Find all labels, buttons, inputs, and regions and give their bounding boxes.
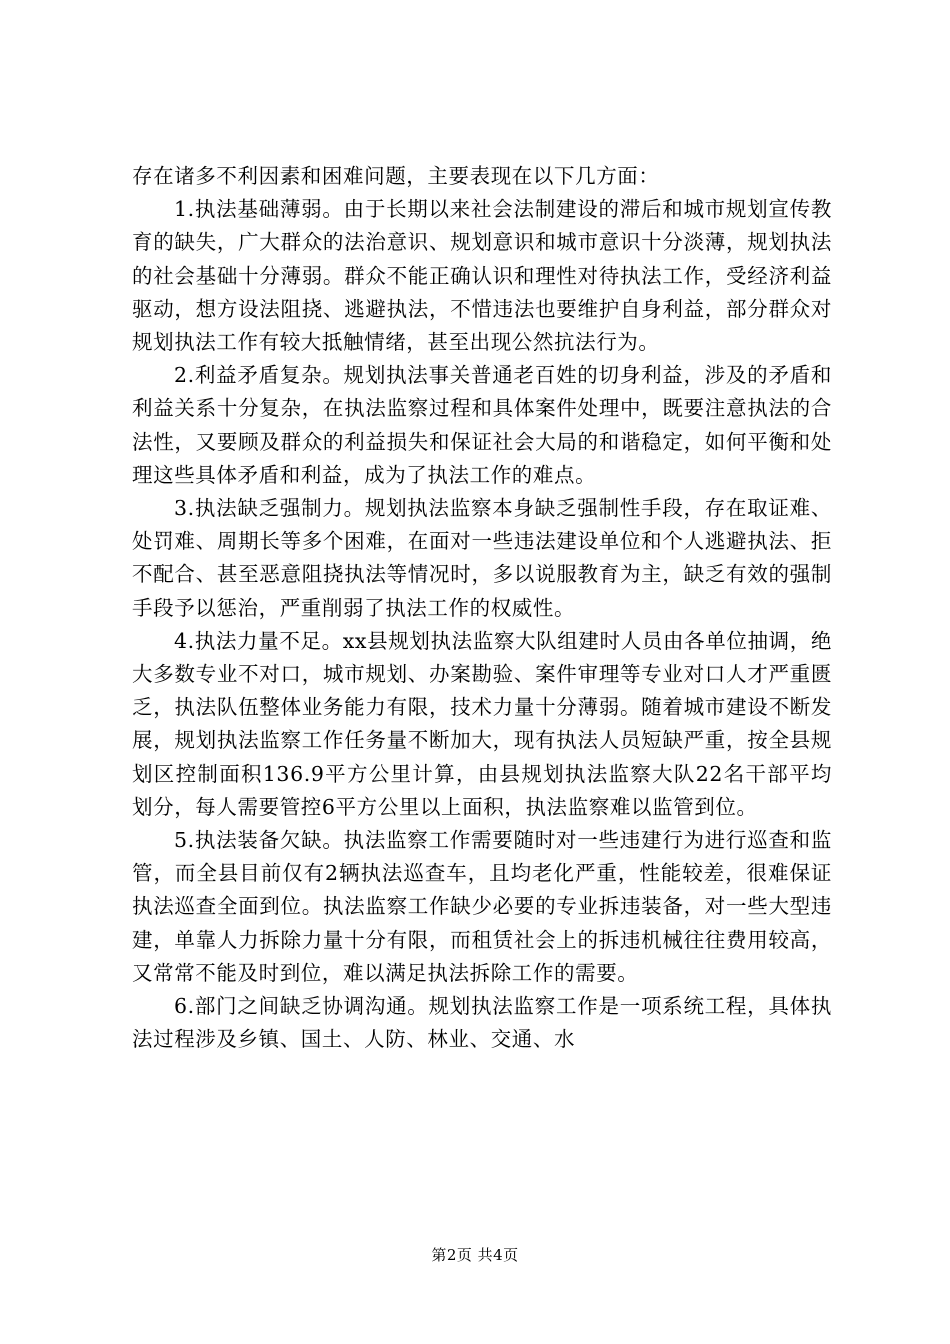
paragraph-intro: 存在诸多不利因素和困难问题，主要表现在以下几方面： <box>132 164 660 188</box>
paragraph-item-1: 1.执法基础薄弱。由于长期以来社会法制建设的滞后和城市规划宣传教育的缺失，广大群众的法治意识、规划意识和城市意识十分淡薄，规划执法的社会基础十分薄弱。群众不能正确认识和理性对待执法工作，受经济利益驱动，想方设法阻挠、逃避执法，不惜违法也要维护自身利益，部分群众对规划执法工作有较大抵触情绪，甚至出现公然抗法行为。 <box>132 197 832 355</box>
paragraph-item-6: 6.部门之间缺乏协调沟通。规划执法监察工作是一项系统工程，具体执法过程涉及乡镇、国土、人防、林业、交通、水 <box>132 994 832 1052</box>
page-number-footer: 第2页 共4页 <box>431 1246 519 1264</box>
paragraph-item-3: 3.执法缺乏强制力。规划执法监察本身缺乏强制性手段，存在取证难、处罚难、周期长等多个困难，在面对一些违法建设单位和个人逃避执法、拒不配合、甚至恶意阻挠执法等情况时，多以说服教育为主，缺乏有效的强制手段予以惩治，严重削弱了执法工作的权威性。 <box>132 496 832 620</box>
paragraph-item-2: 2.利益矛盾复杂。规划执法事关普通老百姓的切身利益，涉及的矛盾和利益关系十分复杂，在执法监察过程和具体案件处理中，既要注意执法的合法性，又要顾及群众的利益损失和保证社会大局的和谐稳定，如何平衡和处理这些具体矛盾和利益，成为了执法工作的难点。 <box>132 363 832 487</box>
document-body <box>132 160 832 1056</box>
paragraph-item-4: 4.执法力量不足。xx县规划执法监察大队组建时人员由各单位抽调，绝大多数专业不对口，城市规划、办案勘验、案件审理等专业对口人才严重匮乏，执法队伍整体业务能力有限，技术力量十分薄弱。随着城市建设不断发展，规划执法监察工作任务量不断加大，现有执法人员短缺严重，按全县规划区控制面积136.9平方公里计算，由县规划执法监察大队22名干部平均划分，每人需要管控6平方公里以上面积，执法监察难以监管到位。 <box>132 628 832 819</box>
paragraph-item-5: 5.执法装备欠缺。执法监察工作需要随时对一些违建行为进行巡查和监管，而全县目前仅有2辆执法巡查车，且均老化严重，性能较差，很难保证执法巡查全面到位。执法监察工作缺少必要的专业拆违装备，对一些大型违建，单靠人力拆除力量十分有限，而租赁社会上的拆违机械往往费用较高，又常常不能及时到位，难以满足执法拆除工作的需要。 <box>132 828 832 985</box>
